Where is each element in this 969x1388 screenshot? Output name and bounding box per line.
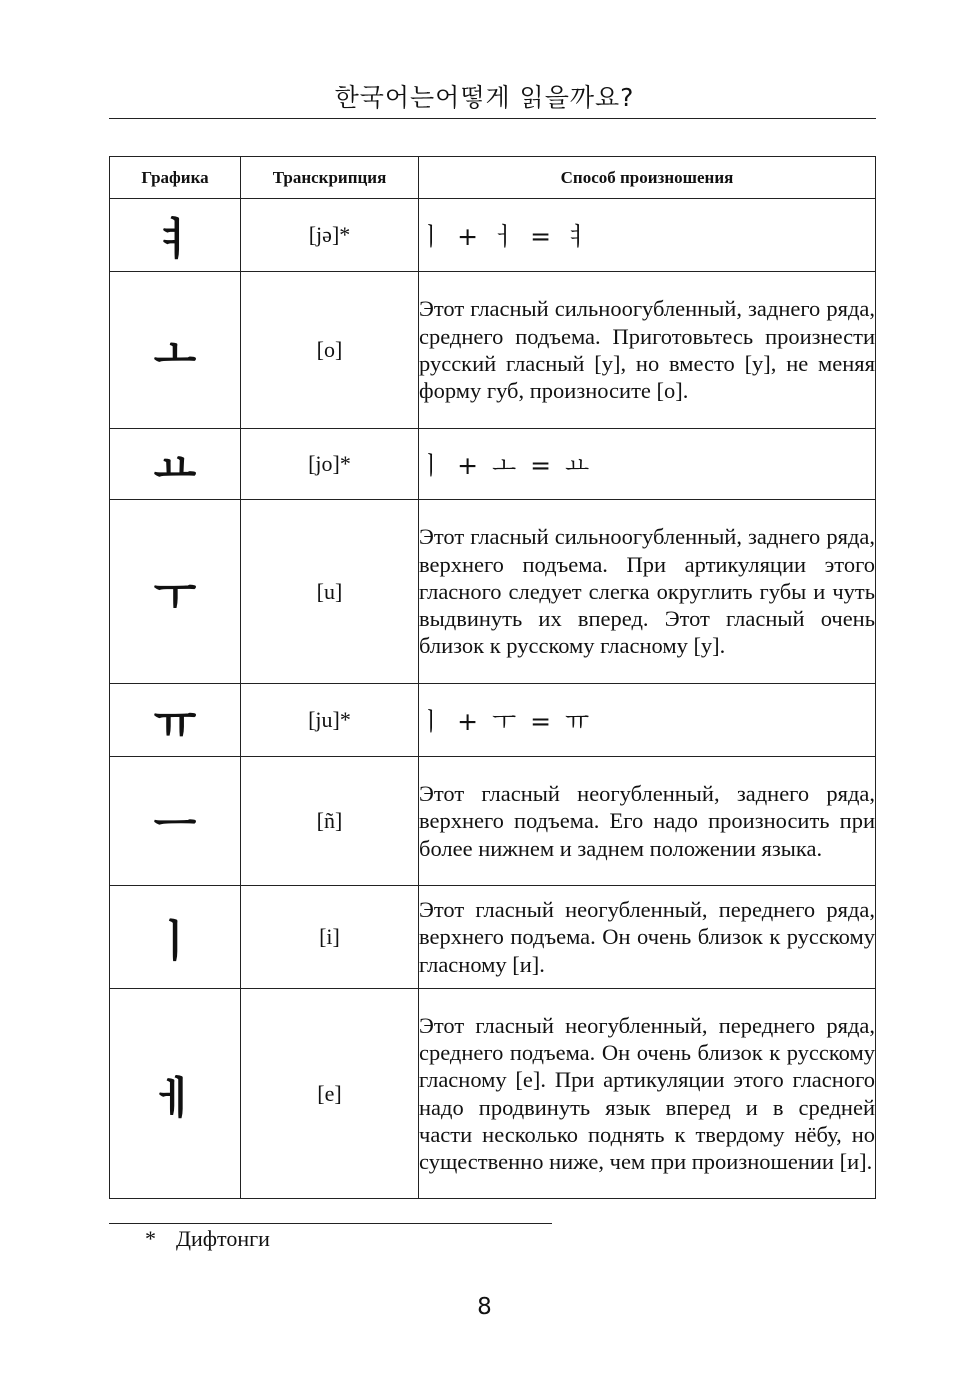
transcription: [i]	[241, 886, 419, 989]
vowel-glyph: ㅜ	[110, 500, 241, 684]
table-header-row	[110, 157, 876, 199]
footnote-text: Дифтонги	[176, 1226, 270, 1251]
formula: ㅣ + ㅓ = ㅕ	[419, 199, 876, 272]
transcription: [e]	[241, 989, 419, 1199]
vowel-glyph: ㅡ	[110, 757, 241, 886]
formula: ㅣ + ㅗ = ㅛ	[419, 429, 876, 500]
vowel-table	[109, 156, 876, 1199]
table-row	[110, 989, 876, 1199]
footnote-rule	[109, 1223, 552, 1224]
page-number: 8	[477, 1294, 492, 1320]
column-header-pronunciation: Способ произношения	[419, 157, 876, 199]
description: Этот гласный сильноогубленный, заднего ряда, верхнего подъема. При артикуляции этого гласного следует слегка округлить губы и чуть выдвинуть их вперед. Этот гласный очень близок к русскому гласному [у].	[419, 500, 876, 684]
transcription: [jo]*	[241, 429, 419, 500]
header-rule	[109, 118, 876, 119]
description: Этот гласный неогубленный, переднего ряда, среднего подъема. Он очень близок к русскому гласному [е]. При артикуляции этого гласного надо продвинуть язык вперед и в средней части несколько поднять к твердому нёбу, но существенно ниже, чем при произношении [и].	[419, 989, 876, 1199]
table-row	[110, 500, 876, 684]
vowel-glyph: ㅠ	[110, 684, 241, 757]
formula: ㅣ + ㅜ = ㅠ	[419, 684, 876, 757]
vowel-glyph: ㅣ	[110, 886, 241, 989]
table-row	[110, 886, 876, 989]
vowel-glyph: ㅕ	[110, 199, 241, 272]
transcription: [ñ]	[241, 757, 419, 886]
transcription: [jə]*	[241, 199, 419, 272]
footnote-marker: *	[145, 1226, 156, 1251]
vowel-glyph: ㅗ	[110, 272, 241, 429]
table-row	[110, 684, 876, 757]
description: Этот гласный неогубленный, заднего ряда, верхнего подъема. Его надо произносить при более нижнем и заднем положении языка.	[419, 757, 876, 886]
table-row	[110, 199, 876, 272]
table-row	[110, 757, 876, 886]
transcription: [u]	[241, 500, 419, 684]
vowel-glyph: ㅔ	[110, 989, 241, 1199]
vowel-glyph: ㅛ	[110, 429, 241, 500]
running-header: 한국어는어떻게 읽을까요?	[334, 83, 635, 112]
transcription: [ju]*	[241, 684, 419, 757]
column-header-transcription: Транскрипция	[241, 157, 419, 199]
column-header-graphics: Графика	[110, 157, 241, 199]
table-row	[110, 429, 876, 500]
transcription: [o]	[241, 272, 419, 429]
table-row	[110, 272, 876, 429]
description: Этот гласный неогубленный, переднего ряда, верхнего подъема. Он очень близок к русскому гласному [и].	[419, 886, 876, 989]
description: Этот гласный сильноогубленный, заднего ряда, среднего подъема. Приготовьтесь произнести русский гласный [у], но вместо [у], не меняя форму губ, произносите [о].	[419, 272, 876, 429]
